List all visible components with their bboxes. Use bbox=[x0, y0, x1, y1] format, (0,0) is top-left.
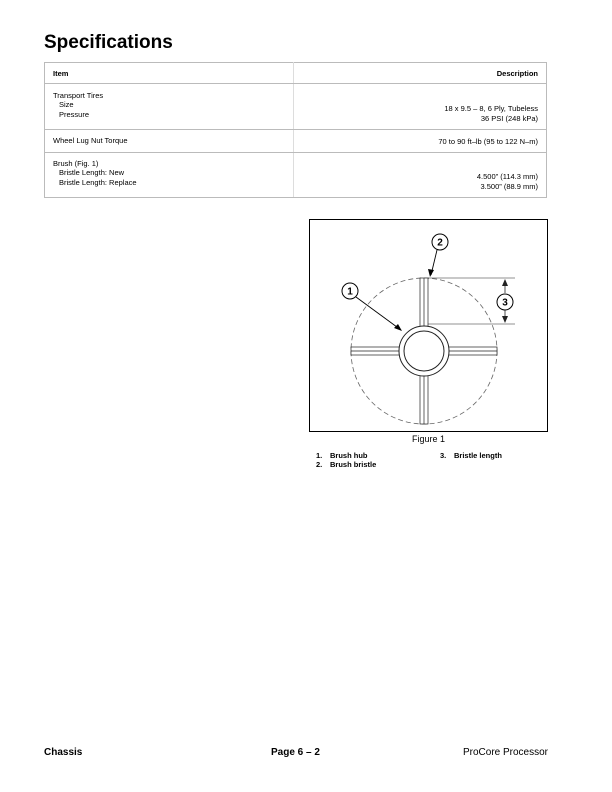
sub-item-label: Bristle Length: New bbox=[59, 168, 125, 178]
table-row bbox=[45, 130, 547, 153]
callout-1-label: 1 bbox=[347, 286, 353, 298]
item-cell bbox=[45, 130, 294, 153]
column-header-item: Item bbox=[45, 63, 294, 84]
legend-label: Bristle length bbox=[454, 451, 502, 460]
description-value: 36 PSI (248 kPa) bbox=[480, 113, 538, 123]
description-value: 70 to 90 ft–lb (95 to 122 N–m) bbox=[438, 136, 538, 146]
figure-caption: Figure 1 bbox=[411, 434, 446, 444]
description-cell bbox=[294, 84, 547, 130]
callout-2-label: 2 bbox=[437, 237, 443, 249]
description-cell bbox=[294, 153, 547, 198]
callout-1 bbox=[342, 283, 358, 299]
description-value: 18 x 9.5 – 8, 6 Ply, Tubeless bbox=[444, 104, 538, 114]
item-cell bbox=[45, 153, 294, 198]
legend-label: Brush bristle bbox=[330, 460, 377, 469]
table-row bbox=[45, 153, 547, 198]
description-value: 3.500” (88.9 mm) bbox=[480, 181, 538, 191]
legend-label: Brush hub bbox=[330, 451, 368, 460]
sub-item-label: Pressure bbox=[59, 109, 90, 119]
table-header-row bbox=[45, 63, 547, 84]
brush-hub-inner bbox=[404, 331, 444, 371]
callout-2 bbox=[432, 234, 448, 250]
brush-diagram bbox=[310, 220, 547, 431]
item-label: Brush (Fig. 1) bbox=[53, 159, 99, 168]
sub-item-label: Size bbox=[59, 100, 74, 110]
item-label: Transport Tires bbox=[53, 91, 104, 100]
footer-page-number: Page 6 – 2 bbox=[271, 747, 320, 758]
callout-3 bbox=[497, 294, 513, 310]
page-title: Specifications bbox=[44, 32, 173, 53]
footer-section: Chassis bbox=[44, 747, 83, 758]
specifications-table bbox=[44, 62, 547, 198]
table-row bbox=[45, 84, 547, 130]
legend-number: 3. bbox=[440, 451, 447, 460]
legend-number: 1. bbox=[316, 451, 323, 460]
legend-item bbox=[316, 460, 376, 469]
legend-number: 2. bbox=[316, 460, 323, 469]
item-cell bbox=[45, 84, 294, 130]
sub-item-label: Bristle Length: Replace bbox=[59, 177, 137, 187]
footer-product: ProCore Processor bbox=[462, 747, 548, 758]
brush-figure bbox=[309, 219, 548, 432]
description-cell bbox=[294, 130, 547, 153]
description-value: 4.500” (114.3 mm) bbox=[476, 172, 538, 182]
callout-3-label: 3 bbox=[502, 297, 508, 309]
legend-item bbox=[316, 451, 368, 460]
column-header-description: Description bbox=[294, 63, 547, 84]
item-label: Wheel Lug Nut Torque bbox=[53, 136, 128, 145]
legend-item bbox=[440, 451, 502, 460]
